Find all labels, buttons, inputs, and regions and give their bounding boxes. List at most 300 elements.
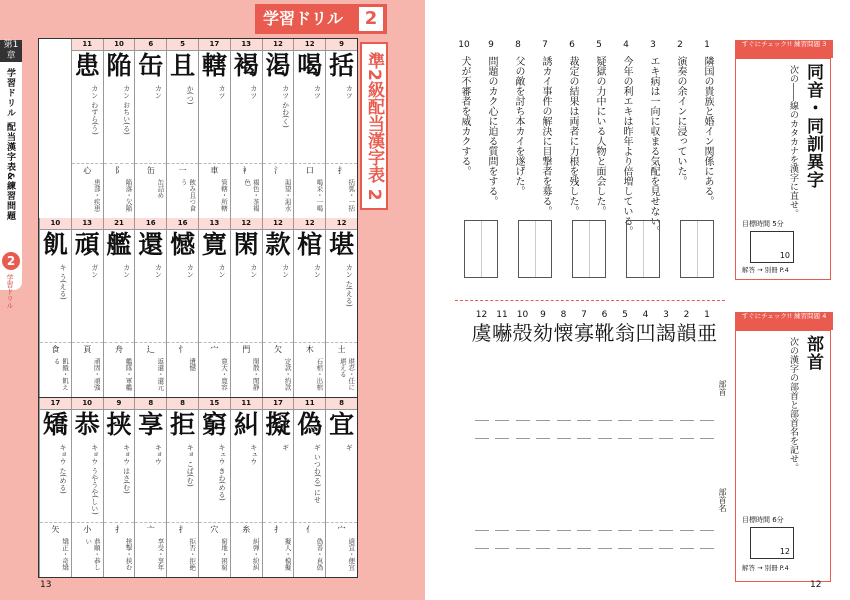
kanji-stroke-count: 17 (40, 398, 71, 410)
answer-line[interactable] (495, 438, 509, 440)
bushu-item (471, 310, 493, 346)
chapter-side-title: 学習ドリル 配当漢字表&練習問題 (5, 68, 15, 221)
kanji-character: 頑 (74, 230, 100, 260)
kanji-stroke-count: 12 (263, 39, 294, 51)
kanji-radical: 門 (231, 342, 262, 357)
kanji-entry (198, 398, 230, 577)
kanji-radical: 木 (294, 342, 325, 357)
kanji-stroke-count: 11 (72, 39, 103, 51)
kanji-stroke-count: 9 (104, 398, 135, 410)
kanji-radical: 土 (326, 342, 357, 357)
kanji-example-words: 挟撃・挟む (124, 537, 133, 571)
kanji-entry (262, 218, 294, 397)
kanji-stroke-count: 17 (199, 39, 230, 51)
kanji-stroke-count: 10 (40, 218, 71, 230)
kanji-stroke-count: 8 (135, 398, 166, 410)
kanji-character: 喝 (297, 51, 323, 80)
kanji-readings: カツ (345, 85, 354, 99)
kanji-table-row (39, 218, 357, 398)
kanji-character: 恭 (74, 409, 100, 439)
question-text: 隣国の貴族と婚イン関係にある。 (702, 56, 713, 206)
kanji-entry (39, 218, 71, 397)
answer-line[interactable] (659, 420, 673, 422)
answer-line[interactable] (557, 548, 571, 550)
kanji-entry (103, 39, 135, 218)
exercise-3-badge: すぐにチェック!! 練習問題 3 (735, 40, 833, 58)
kanji-example-words: 石棺・出棺 (315, 358, 324, 391)
answer-line[interactable] (475, 420, 489, 422)
answer-line[interactable] (700, 420, 714, 422)
question-text: 問題のカク心に迫る質問をする。 (486, 56, 497, 206)
kanji-readings: キョウ うやうや(しい) (90, 443, 99, 515)
kanji-entry (166, 39, 198, 218)
kanji-radical: 頁 (72, 342, 103, 357)
question-text: 父の敵を討ち本カイを遂げた。 (513, 56, 524, 196)
bushu-item (491, 310, 513, 346)
question-text: 裁定の結果は両者に力根を残した。 (567, 56, 578, 216)
exercise-4-title: 部首 (803, 335, 823, 371)
answer-line[interactable] (495, 548, 509, 550)
page-number-right: 12 (810, 580, 822, 590)
kanji-readings: カン た(える) (345, 264, 354, 307)
kanji-entry (71, 39, 103, 218)
question-number: 8 (515, 40, 521, 50)
bushumei-label: 部首名 (718, 488, 727, 512)
kanji-example-words: 頑固・頑強 (92, 358, 101, 391)
bushu-item-kanji: 韻 (676, 321, 697, 345)
section-side-label: 学習ドリル (6, 274, 14, 309)
kanji-radical: 小 (72, 522, 103, 537)
kanji-entry (230, 398, 262, 577)
kanji-radical: 亠 (135, 522, 166, 537)
answer-line[interactable] (577, 438, 591, 440)
kanji-entry (71, 218, 103, 397)
kanji-character: 拒 (170, 409, 196, 439)
bushu-item-kanji: 凹 (635, 321, 656, 345)
exercise-4-time: 目標時間 6分 (742, 516, 784, 524)
answer-line[interactable] (618, 548, 632, 550)
bushu-item-kanji: 殻 (512, 321, 533, 345)
kanji-example-words: 矯正・奇矯 (61, 537, 69, 571)
kanji-readings: カン (313, 264, 322, 279)
kanji-radical: 一 (167, 163, 198, 178)
question-number: 3 (650, 40, 656, 50)
bushu-item-kanji: 亜 (697, 321, 717, 345)
kanji-character: 患 (74, 51, 100, 80)
answer-line[interactable] (639, 438, 653, 440)
kanji-character: 陥 (106, 51, 132, 80)
kanji-radical: 糸 (231, 522, 262, 537)
kanji-example-words: 拒否・拒絶 (188, 537, 197, 571)
answer-line[interactable] (700, 438, 714, 440)
bushu-item-kanji: 劾 (533, 321, 553, 345)
kanji-example-words: 艦隊・軍艦 (124, 358, 133, 391)
kanji-character: 棺 (297, 230, 323, 260)
kanji-example-words: 窮地・困窮 (220, 537, 228, 571)
kanji-radical: 扌 (167, 522, 198, 537)
answer-line[interactable] (700, 530, 714, 532)
kanji-entry (71, 398, 103, 577)
kanji-example-words: 缶詰め (156, 179, 165, 199)
answer-box[interactable] (518, 220, 552, 278)
question-text: 犬が不審者を威カクする。 (459, 56, 470, 176)
bushu-item-kanji: 懐 (553, 321, 574, 345)
kanji-entry (198, 39, 230, 218)
bushu-item (573, 310, 595, 346)
kanji-stroke-count: 16 (135, 218, 166, 230)
bushu-item-kanji: 謁 (656, 321, 676, 345)
kanji-example-words: 堪忍・任に堪える (338, 358, 356, 391)
kanji-readings: ギ (345, 443, 354, 451)
kanji-radical: 食 (40, 342, 71, 357)
kanji-example-words: 閑散・閑静 (251, 358, 260, 391)
answer-line[interactable] (577, 530, 591, 532)
kanji-character: 堪 (329, 230, 355, 260)
answer-line[interactable] (557, 420, 571, 422)
exercise-3-score-denominator: 10 (779, 251, 790, 260)
kanji-entry (325, 218, 357, 397)
section-number-badge: 2 (2, 252, 20, 270)
question-number: 5 (596, 40, 602, 50)
kanji-example-words: 享受・享年 (156, 537, 165, 571)
bushu-item (614, 310, 636, 346)
bushu-item-number: 5 (622, 310, 628, 320)
answer-box[interactable] (572, 220, 606, 278)
kanji-character: 轄 (201, 51, 227, 80)
kanji-character: 宜 (329, 409, 355, 439)
kanji-character: 矯 (42, 409, 68, 439)
kanji-stroke-count: 12 (294, 218, 325, 230)
answer-line[interactable] (598, 420, 612, 422)
kanji-character: 褐 (233, 51, 259, 80)
kanji-radical: 口 (294, 163, 325, 178)
bushu-item (635, 310, 657, 346)
kanji-entry (103, 218, 135, 397)
kanji-readings: カン (154, 85, 163, 99)
kanji-radical: 宀 (199, 342, 230, 357)
kanji-example-words: 患部・疾患 (92, 179, 101, 212)
bushu-item-number: 12 (475, 310, 488, 320)
bushu-item (512, 310, 534, 346)
question-number: 9 (488, 40, 494, 50)
answer-line[interactable] (557, 530, 571, 532)
kanji-stroke-count: 11 (231, 398, 262, 410)
answer-line[interactable] (536, 438, 550, 440)
kanji-example-words: 糾弾・紛糾 (251, 537, 260, 571)
answer-box[interactable] (626, 220, 660, 278)
kanji-stroke-count: 12 (294, 39, 325, 51)
kanji-entry (134, 398, 166, 577)
question-number: 6 (569, 40, 575, 50)
kanji-table-row (39, 398, 357, 577)
exercise-3-box (735, 58, 831, 280)
kanji-readings: カツ かわ(く) (281, 85, 290, 128)
answer-line[interactable] (577, 420, 591, 422)
bushu-item-number: 4 (642, 310, 649, 320)
exercise-3 (735, 40, 833, 280)
exercise-4 (735, 312, 833, 582)
kanji-table-title: 準2級配当漢字表 2 (360, 42, 388, 210)
kanji-example-words: 褐色・茶褐色 (243, 179, 260, 212)
right-page (425, 0, 850, 600)
question-number: 1 (704, 40, 710, 50)
drill-title (255, 4, 387, 34)
kanji-readings: キョウ (154, 443, 163, 465)
kanji-radical: 車 (199, 163, 230, 178)
answer-line[interactable] (475, 438, 489, 440)
kanji-stroke-count: 21 (104, 218, 135, 230)
bushu-item-number: 9 (540, 310, 546, 320)
kanji-readings: キョウ た(める) (59, 443, 67, 494)
exercise-3-score-box (750, 231, 794, 263)
answer-box[interactable] (464, 220, 498, 278)
kanji-character: 挟 (106, 409, 132, 439)
kanji-character: 且 (170, 51, 196, 80)
answer-line[interactable] (700, 548, 714, 550)
answer-line[interactable] (639, 548, 653, 550)
kanji-stroke-count: 11 (294, 398, 325, 410)
bushu-item-number: 10 (516, 310, 529, 320)
kanji-stroke-count: 13 (72, 218, 103, 230)
kanji-stroke-count: 16 (167, 218, 198, 230)
kanji-stroke-count: 5 (167, 39, 198, 51)
answer-line[interactable] (680, 438, 694, 440)
drill-title-text: 学習ドリル (263, 9, 344, 28)
kanji-character: 寛 (201, 230, 227, 260)
kanji-radical: 穴 (199, 522, 230, 537)
kanji-radical: 辶 (135, 342, 166, 357)
answer-line[interactable] (475, 530, 489, 532)
bushu-item-kanji: 寡 (574, 321, 594, 345)
answer-line[interactable] (659, 548, 673, 550)
kanji-stroke-count: 12 (326, 218, 357, 230)
kanji-character: 缶 (138, 51, 164, 80)
kanji-readings: カン (281, 264, 290, 279)
exercise-4-instruction: 次の漢字の部首と部首名を記せ。 (788, 337, 798, 472)
kanji-radical: 忄 (167, 342, 198, 357)
kanji-character: 款 (265, 230, 291, 260)
kanji-stroke-count: 8 (167, 398, 198, 410)
answer-line[interactable] (598, 438, 612, 440)
answer-line[interactable] (557, 438, 571, 440)
kanji-character: 閑 (233, 230, 259, 260)
exercise-4-box (735, 330, 831, 582)
kanji-character: 享 (138, 409, 164, 439)
kanji-character: 飢 (42, 230, 68, 260)
kanji-example-words: 管轄・所轄 (220, 179, 228, 212)
kanji-radical: 扌 (263, 522, 294, 537)
kanji-radical: 扌 (326, 163, 357, 178)
kanji-readings: カツ (249, 85, 258, 99)
kanji-stroke-count: 12 (231, 218, 262, 230)
kanji-example-words: 渇望・渇水 (283, 179, 292, 212)
kanji-character: 窮 (201, 409, 227, 439)
kanji-character: 擬 (265, 409, 291, 439)
answer-line[interactable] (598, 548, 612, 550)
bushu-item-number: 2 (683, 310, 690, 320)
bushu-item (655, 310, 677, 346)
bushu-item-kanji: 虞 (471, 321, 492, 345)
answer-line[interactable] (516, 438, 530, 440)
kanji-readings: カン (186, 264, 195, 279)
exercise-3-instruction: 次の――線のカタカナを漢字に直せ。 (788, 65, 798, 218)
kanji-entry (166, 398, 198, 577)
answer-line[interactable] (475, 548, 489, 550)
answer-line[interactable] (618, 420, 632, 422)
kanji-radical: 衤 (231, 163, 262, 178)
page-number-left: 13 (40, 580, 52, 590)
kanji-entry (325, 398, 357, 577)
answer-line[interactable] (680, 548, 694, 550)
kanji-readings: キュウ きわ(める) (218, 443, 226, 501)
exercise-4-score-denominator: 12 (779, 547, 790, 556)
kanji-stroke-count: 10 (104, 39, 135, 51)
kanji-entry (103, 398, 135, 577)
kanji-radical: 氵 (263, 163, 294, 178)
kanji-readings: カン (122, 264, 131, 279)
kanji-example-words: 喝采・一喝 (315, 179, 324, 212)
answer-line[interactable] (536, 530, 550, 532)
kanji-radical: 心 (72, 163, 103, 178)
kanji-readings: キョウ はさ(む) (122, 443, 131, 494)
exercise-3-time: 目標時間 5分 (742, 220, 784, 228)
kanji-example-words: 返還・還元 (156, 358, 165, 391)
kanji-character: 渇 (265, 51, 291, 80)
bushu-item-kanji: 翁 (615, 321, 635, 345)
kanji-stroke-count: 13 (231, 39, 262, 51)
kanji-readings: カン (218, 264, 226, 279)
answer-line[interactable] (495, 530, 509, 532)
answer-line[interactable] (659, 438, 673, 440)
bushu-label: 部首 (718, 380, 727, 396)
kanji-readings: カン わずら(う) (90, 85, 99, 135)
kanji-entry (325, 39, 357, 218)
kanji-readings: ギ (281, 443, 290, 451)
kanji-character: 糾 (233, 409, 259, 439)
bushu-item (594, 310, 616, 346)
answer-line[interactable] (618, 530, 632, 532)
section-divider (455, 300, 725, 301)
answer-line[interactable] (659, 530, 673, 532)
kanji-readings: カン (249, 264, 258, 279)
question-number: 4 (623, 40, 629, 50)
bushu-item-number: 8 (560, 310, 567, 320)
kanji-character: 憾 (170, 230, 196, 260)
chapter-badge: 第1章 (0, 40, 22, 62)
kanji-readings: カツ (313, 85, 322, 99)
kanji-entry (134, 218, 166, 397)
exercise-3-title: 同音・同訓異字 (803, 63, 823, 189)
bushu-item-number: 11 (496, 310, 508, 320)
kanji-stroke-count: 17 (263, 398, 294, 410)
bushu-item-number: 1 (704, 310, 710, 320)
kanji-table-row (39, 39, 357, 219)
kanji-readings: ガン (90, 264, 99, 279)
kanji-stroke-count: 6 (135, 39, 166, 51)
kanji-radical: 舟 (104, 342, 135, 357)
question-number: 2 (677, 40, 683, 50)
kanji-stroke-count: 9 (326, 39, 357, 51)
kanji-example-words: 定款・約款 (283, 358, 292, 391)
kanji-stroke-count: 8 (326, 398, 357, 410)
answer-line[interactable] (536, 420, 550, 422)
kanji-entry (293, 218, 325, 397)
answer-line[interactable] (577, 548, 591, 550)
answer-line[interactable] (516, 548, 530, 550)
kanji-readings: キョ こば(む) (186, 443, 195, 487)
answer-line[interactable] (639, 420, 653, 422)
kanji-example-words: 陥落・欠陥 (124, 179, 133, 212)
question-text: 演奏の余インに浸っていた。 (675, 56, 686, 186)
kanji-example-words: 飲み且つ食う (179, 179, 197, 212)
answer-box[interactable] (680, 220, 714, 278)
kanji-entry (230, 39, 262, 218)
kanji-radical: 阝 (104, 163, 135, 178)
exercise-3-answer-ref: 解答 → 別冊 P.4 (742, 266, 789, 274)
bushu-item-kanji: 嚇 (492, 321, 512, 345)
answer-line[interactable] (618, 438, 632, 440)
kanji-example-words: 寛大・寛容 (220, 358, 228, 391)
kanji-example-words: 括弧・一括 (347, 179, 356, 212)
kanji-character: 還 (138, 230, 164, 260)
answer-line[interactable] (680, 530, 694, 532)
kanji-radical: 欠 (263, 342, 294, 357)
answer-line[interactable] (639, 530, 653, 532)
kanji-entry (134, 39, 166, 218)
bushu-item (696, 310, 718, 346)
exercise-4-answer-ref: 解答 → 別冊 P.4 (742, 564, 789, 572)
kanji-radical: 矢 (40, 522, 71, 537)
bushu-item-kanji: 靴 (594, 321, 615, 345)
bushu-item-number: 6 (601, 310, 608, 320)
kanji-readings: キュウ (249, 443, 258, 465)
kanji-character: 偽 (297, 409, 323, 439)
kanji-readings: カン おちい(る) (122, 85, 131, 135)
kanji-readings: キ う(える) (59, 264, 67, 300)
kanji-radical: 亻 (294, 522, 325, 537)
answer-line[interactable] (536, 548, 550, 550)
answer-line[interactable] (598, 530, 612, 532)
drill-title-number: 2 (359, 7, 383, 31)
question-number: 10 (458, 40, 470, 50)
kanji-readings: カツ (218, 85, 226, 99)
kanji-example-words: 恭順・恭しい (84, 537, 101, 571)
kanji-example-words: 擬人・模擬 (283, 537, 292, 571)
kanji-radical: 缶 (135, 163, 166, 178)
kanji-entry (293, 39, 325, 218)
question-text: エキ病は一向に収まる気配を見せない。 (648, 56, 659, 236)
answer-line[interactable] (495, 420, 509, 422)
kanji-example-words: 偽善・真偽 (315, 537, 324, 571)
kanji-example-words: 飢餓・飢える (52, 358, 69, 391)
bushu-item (553, 310, 575, 346)
exercise-4-badge: すぐにチェック!! 練習問題 4 (735, 312, 833, 330)
answer-line[interactable] (680, 420, 694, 422)
kanji-entry (230, 218, 262, 397)
answer-line[interactable] (516, 420, 530, 422)
question-text: 今年の利エキは昨年より倍増している。 (621, 56, 632, 236)
answer-line[interactable] (516, 530, 530, 532)
kanji-radical: 宀 (326, 522, 357, 537)
bushu-item-number: 7 (581, 310, 587, 320)
question-text: 疑獄の力中にいる人物と面会した。 (594, 56, 605, 216)
question-text: 誘カイ事件の解決に目撃者を募る。 (540, 56, 551, 216)
kanji-entry (293, 398, 325, 577)
kanji-stroke-count: 15 (199, 398, 230, 410)
kanji-character: 括 (329, 51, 355, 80)
kanji-example-words: 遺憾 (188, 358, 197, 372)
kanji-stroke-count: 12 (263, 218, 294, 230)
